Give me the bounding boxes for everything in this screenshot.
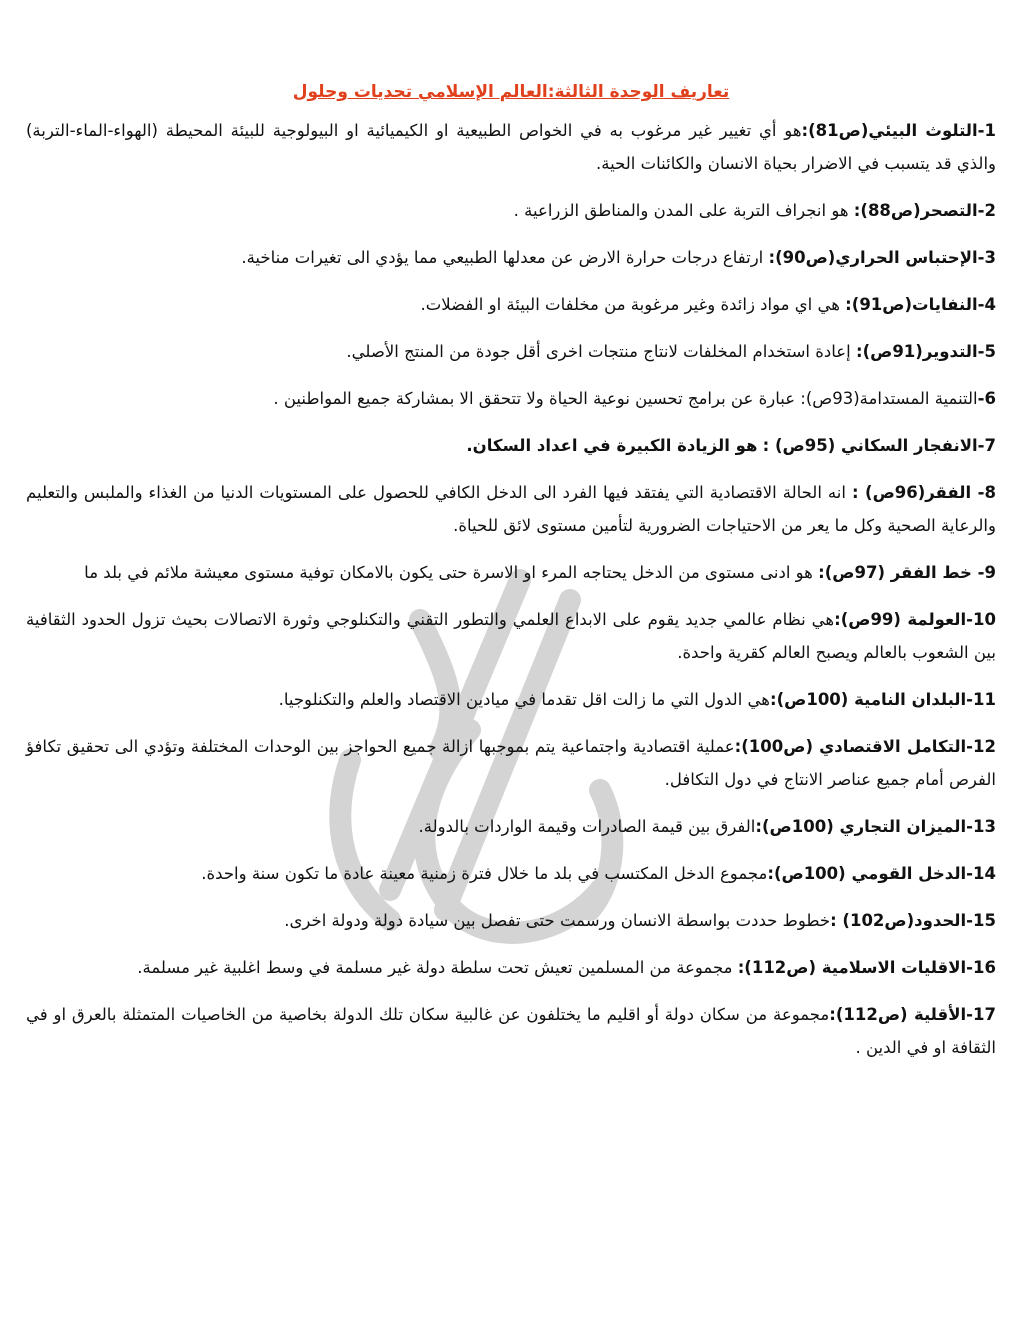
- definition-item: [26, 114, 996, 180]
- definition-term: الانفجار السكاني (95ص) :: [762, 436, 978, 455]
- definition-item: [26, 241, 996, 274]
- definition-term: خط الفقر (97ص):: [818, 563, 972, 582]
- definition-body: مجموعة من سكان دولة أو اقليم ما يختلفون عن غالبية سكان تلك الدولة بخاصية من الخاصيات المتمثلة بالعرق او في الثقافة او في الدين .: [26, 1005, 996, 1057]
- definition-item: [26, 382, 996, 415]
- definition-item: [26, 194, 996, 227]
- definition-item: [26, 730, 996, 796]
- definition-body: هو أي تغيير غير مرغوب به في الخواص الطبيعية او الكيميائية او البيولوجية للبيئة المحيطة (الهواء-الماء-التربة) والذي قد يتسبب في الاضرار بحياة الانسان والكائنات الحية.: [26, 121, 996, 173]
- document-title: تعاريف الوحدة الثالثة:العالم الإسلامي تحديات وحلول: [292, 82, 730, 102]
- definition-number: 11-: [966, 690, 996, 709]
- definition-body: ارتفاع درجات حرارة الارض عن معدلها الطبيعي مما يؤدي الى تغيرات مناخية.: [241, 248, 764, 267]
- definition-body: انه الحالة الاقتصادية التي يفتقد فيها الفرد الى الدخل الكافي للحصول على المستويات الدنيا من الغذاء والملبس والتعليم والرعاية الصحية وكل ما يعر من الاحتياجات الضرورية لتأمين مستوى لائق للحياة.: [26, 483, 996, 535]
- definition-term: التكامل الاقتصادي (ص100):: [734, 737, 967, 756]
- definition-number: 7-: [977, 436, 996, 455]
- definition-number: 1-: [977, 121, 997, 140]
- definition-number: 3-: [977, 248, 996, 267]
- definition-number: 4-: [977, 295, 996, 314]
- definition-body: هو ادنى مستوى من الدخل يحتاجه المرء او الاسرة حتى يكون بالامكان توفية مستوى معيشة ملائم في بلد ما: [84, 563, 813, 582]
- definition-term: التدوير(91ص):: [855, 342, 978, 361]
- definition-number: 9-: [971, 563, 996, 582]
- definition-number: 6-: [977, 389, 996, 408]
- definition-term: الإحتباس الحراري(ص90):: [768, 248, 978, 267]
- definition-term: الدخل القومي (100ص):: [767, 864, 967, 883]
- definition-term: التنمية المستدامة(93ص):: [800, 389, 978, 408]
- definition-number: 5-: [977, 342, 996, 361]
- definition-number: 10-: [966, 610, 996, 629]
- definition-term: الأقلية (ص112):: [829, 1005, 967, 1024]
- definition-body: هي نظام عالمي جديد يقوم على الابداع العلمي والتطور التقني والتكنلوجي وثورة الاتصالات بحيث تزول الحدود الثقافية بين الشعوب بالعالم ويصبح العالم كقرية واحدة.: [26, 610, 996, 662]
- definition-body: هو الزيادة الكبيرة في اعداد السكان.: [466, 436, 758, 455]
- definition-body: مجموعة من المسلمين تعيش تحت سلطة دولة غير مسلمة في وسط اغلبية غير مسلمة.: [137, 958, 733, 977]
- definition-term: الحدود(ص102) :: [830, 911, 967, 930]
- definition-item: [26, 904, 996, 937]
- definition-item: [26, 951, 996, 984]
- definition-body: عملية اقتصادية واجتماعية يتم بموجبها ازالة جميع الحواجز بين الوحدات المختلفة وتؤدي الى تحقيق تكافؤ الفرص أمام جميع عناصر الانتاج في دول التكافل.: [26, 737, 996, 789]
- definition-term: النفايات(ص91):: [845, 295, 978, 314]
- definition-body: خطوط حددت بواسطة الانسان ورسمت حتى تفصل بين سيادة دولة ودولة اخرى.: [284, 911, 831, 930]
- definition-term: الفقر(96ص) :: [851, 483, 972, 502]
- definition-item: [26, 288, 996, 321]
- definition-term: البلدان النامية (100ص):: [770, 690, 967, 709]
- definition-term: التلوث البيئي(ص81):: [801, 121, 978, 140]
- definition-term: الاقليات الاسلامية (ص112):: [737, 958, 967, 977]
- definition-number: 17-: [966, 1005, 996, 1024]
- definition-term: الميزان التجاري (100ص):: [755, 817, 967, 836]
- definition-term: التصحر(ص88):: [853, 201, 978, 220]
- definition-body: هي اي مواد زائدة وغير مرغوبة من مخلفات البيئة او الفضلات.: [420, 295, 840, 314]
- definition-term: العولمة (99ص):: [834, 610, 967, 629]
- definition-item: [26, 603, 996, 669]
- definition-number: 15-: [966, 911, 996, 930]
- definition-number: 12-: [966, 737, 996, 756]
- definition-body: هو انجراف التربة على المدن والمناطق الزراعية .: [513, 201, 849, 220]
- definition-item: [26, 335, 996, 368]
- definition-item: [26, 683, 996, 716]
- definition-item: [26, 998, 996, 1064]
- definition-item: [26, 556, 996, 589]
- definition-body: الفرق بين قيمة الصادرات وقيمة الواردات بالدولة.: [418, 817, 756, 836]
- definition-item: [26, 857, 996, 890]
- definition-body: إعادة استخدام المخلفات لانتاج منتجات اخرى أقل جودة من المنتج الأصلي.: [346, 342, 851, 361]
- definition-number: 8-: [971, 483, 996, 502]
- definition-number: 16-: [966, 958, 996, 977]
- definition-body: عبارة عن برامج تحسين نوعية الحياة ولا تتحقق الا بمشاركة جميع المواطنين .: [273, 389, 796, 408]
- definition-number: 13-: [966, 817, 996, 836]
- definition-number: 2-: [977, 201, 996, 220]
- definition-body: هي الدول التي ما زالت اقل تقدما في ميادين الاقتصاد والعلم والتكنلوجيا.: [278, 690, 770, 709]
- definition-item: [26, 429, 996, 462]
- definition-item: [26, 476, 996, 542]
- definition-body: مجموع الدخل المكتسب في بلد ما خلال فترة زمنية معينة عادة ما تكون سنة واحدة.: [201, 864, 768, 883]
- definition-number: 14-: [966, 864, 996, 883]
- definition-item: [26, 810, 996, 843]
